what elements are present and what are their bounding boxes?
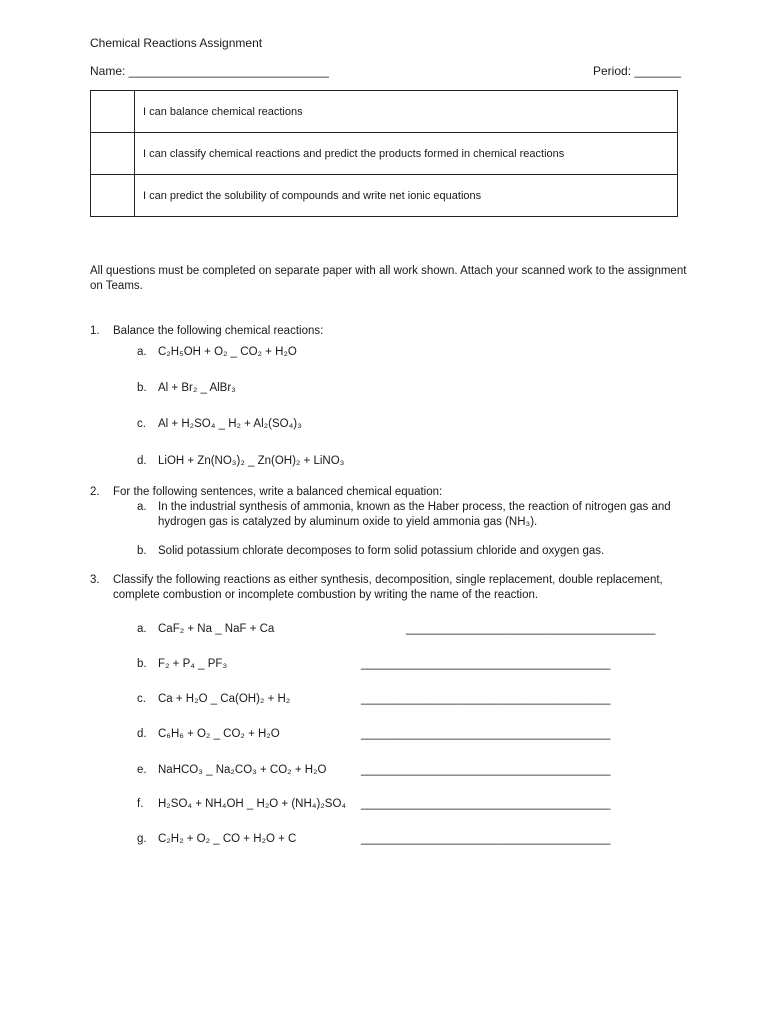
question-text: For the following sentences, write a balanced chemical equation: [113,486,443,498]
answer-blank[interactable]: _______________________________________ [406,623,656,635]
answer-blank[interactable]: _______________________________________ [361,728,611,740]
equation: F₂ + P₄ _ PF₃ [158,658,228,670]
item-letter: g. [137,833,147,845]
question-number: 3. [90,574,100,586]
sentence: Solid potassium chlorate decomposes to form solid potassium chloride and oxygen gas. [158,545,605,557]
table-row [91,91,678,133]
question-text: Balance the following chemical reactions: [113,325,324,337]
item-letter: c. [137,693,146,705]
item-letter: b. [137,382,147,394]
equation: C₆H₆ + O₂ _ CO₂ + H₂O [158,728,280,740]
item-letter: b. [137,658,147,670]
target-text: I can balance chemical reactions [135,91,678,133]
name-field-label: Name: ______________________________ [90,64,329,78]
item-letter: a. [137,346,147,358]
question-text: Classify the following reactions as either synthesis, decomposition, single replacement, double replacement, complete combustion or incomplete combustion by writing the name of the reaction. [113,574,663,601]
question-number: 1. [90,325,100,337]
equation: NaHCO₃ _ Na₂CO₃ + CO₂ + H₂O [158,764,327,776]
period-field-label: Period: _______ [593,64,682,78]
answer-blank[interactable]: _______________________________________ [361,764,611,776]
equation: LiOH + Zn(NO₃)₂ _ Zn(OH)₂ + LiNO₃ [158,455,345,467]
answer-blank[interactable]: _______________________________________ [361,798,611,810]
item-letter: e. [137,764,147,776]
document-title: Chemical Reactions Assignment [90,36,263,50]
learning-targets-table [90,90,678,217]
sentence: In the industrial synthesis of ammonia, known as the Haber process, the reaction of nitrogen gas and hydrogen gas is catalyzed by aluminum oxide to yield ammonia gas (NH₃). [158,501,671,528]
item-letter: a. [137,501,147,513]
checkbox-cell [91,175,135,217]
checkbox-cell [91,91,135,133]
answer-blank[interactable]: _______________________________________ [361,693,611,705]
item-letter: d. [137,728,147,740]
checkbox-cell [91,133,135,175]
target-text: I can predict the solubility of compounds and write net ionic equations [135,175,678,217]
equation: Al + H₂SO₄ _ H₂ + Al₂(SO₄)₃ [158,418,302,430]
item-letter: c. [137,418,146,430]
instructions: All questions must be completed on separate paper with all work shown. Attach your scanned work to the assignment on Teams. [90,265,687,292]
equation: Ca + H₂O _ Ca(OH)₂ + H₂ [158,693,291,705]
equation: C₂H₅OH + O₂ _ CO₂ + H₂O [158,346,297,358]
item-letter: b. [137,545,147,557]
equation: Al + Br₂ _ AlBr₃ [158,382,236,394]
question-number: 2. [90,486,100,498]
target-text: I can classify chemical reactions and predict the products formed in chemical reactions [135,133,678,175]
item-letter: d. [137,455,147,467]
answer-blank[interactable]: _______________________________________ [361,833,611,845]
table-row [91,175,678,217]
equation: H₂SO₄ + NH₄OH _ H₂O + (NH₄)₂SO₄ [158,798,347,810]
equation: CaF₂ + Na _ NaF + Ca [158,623,275,635]
equation: C₂H₂ + O₂ _ CO + H₂O + C [158,833,297,845]
item-letter: a. [137,623,147,635]
answer-blank[interactable]: _______________________________________ [361,658,611,670]
item-letter: f. [137,798,144,810]
table-row [91,133,678,175]
